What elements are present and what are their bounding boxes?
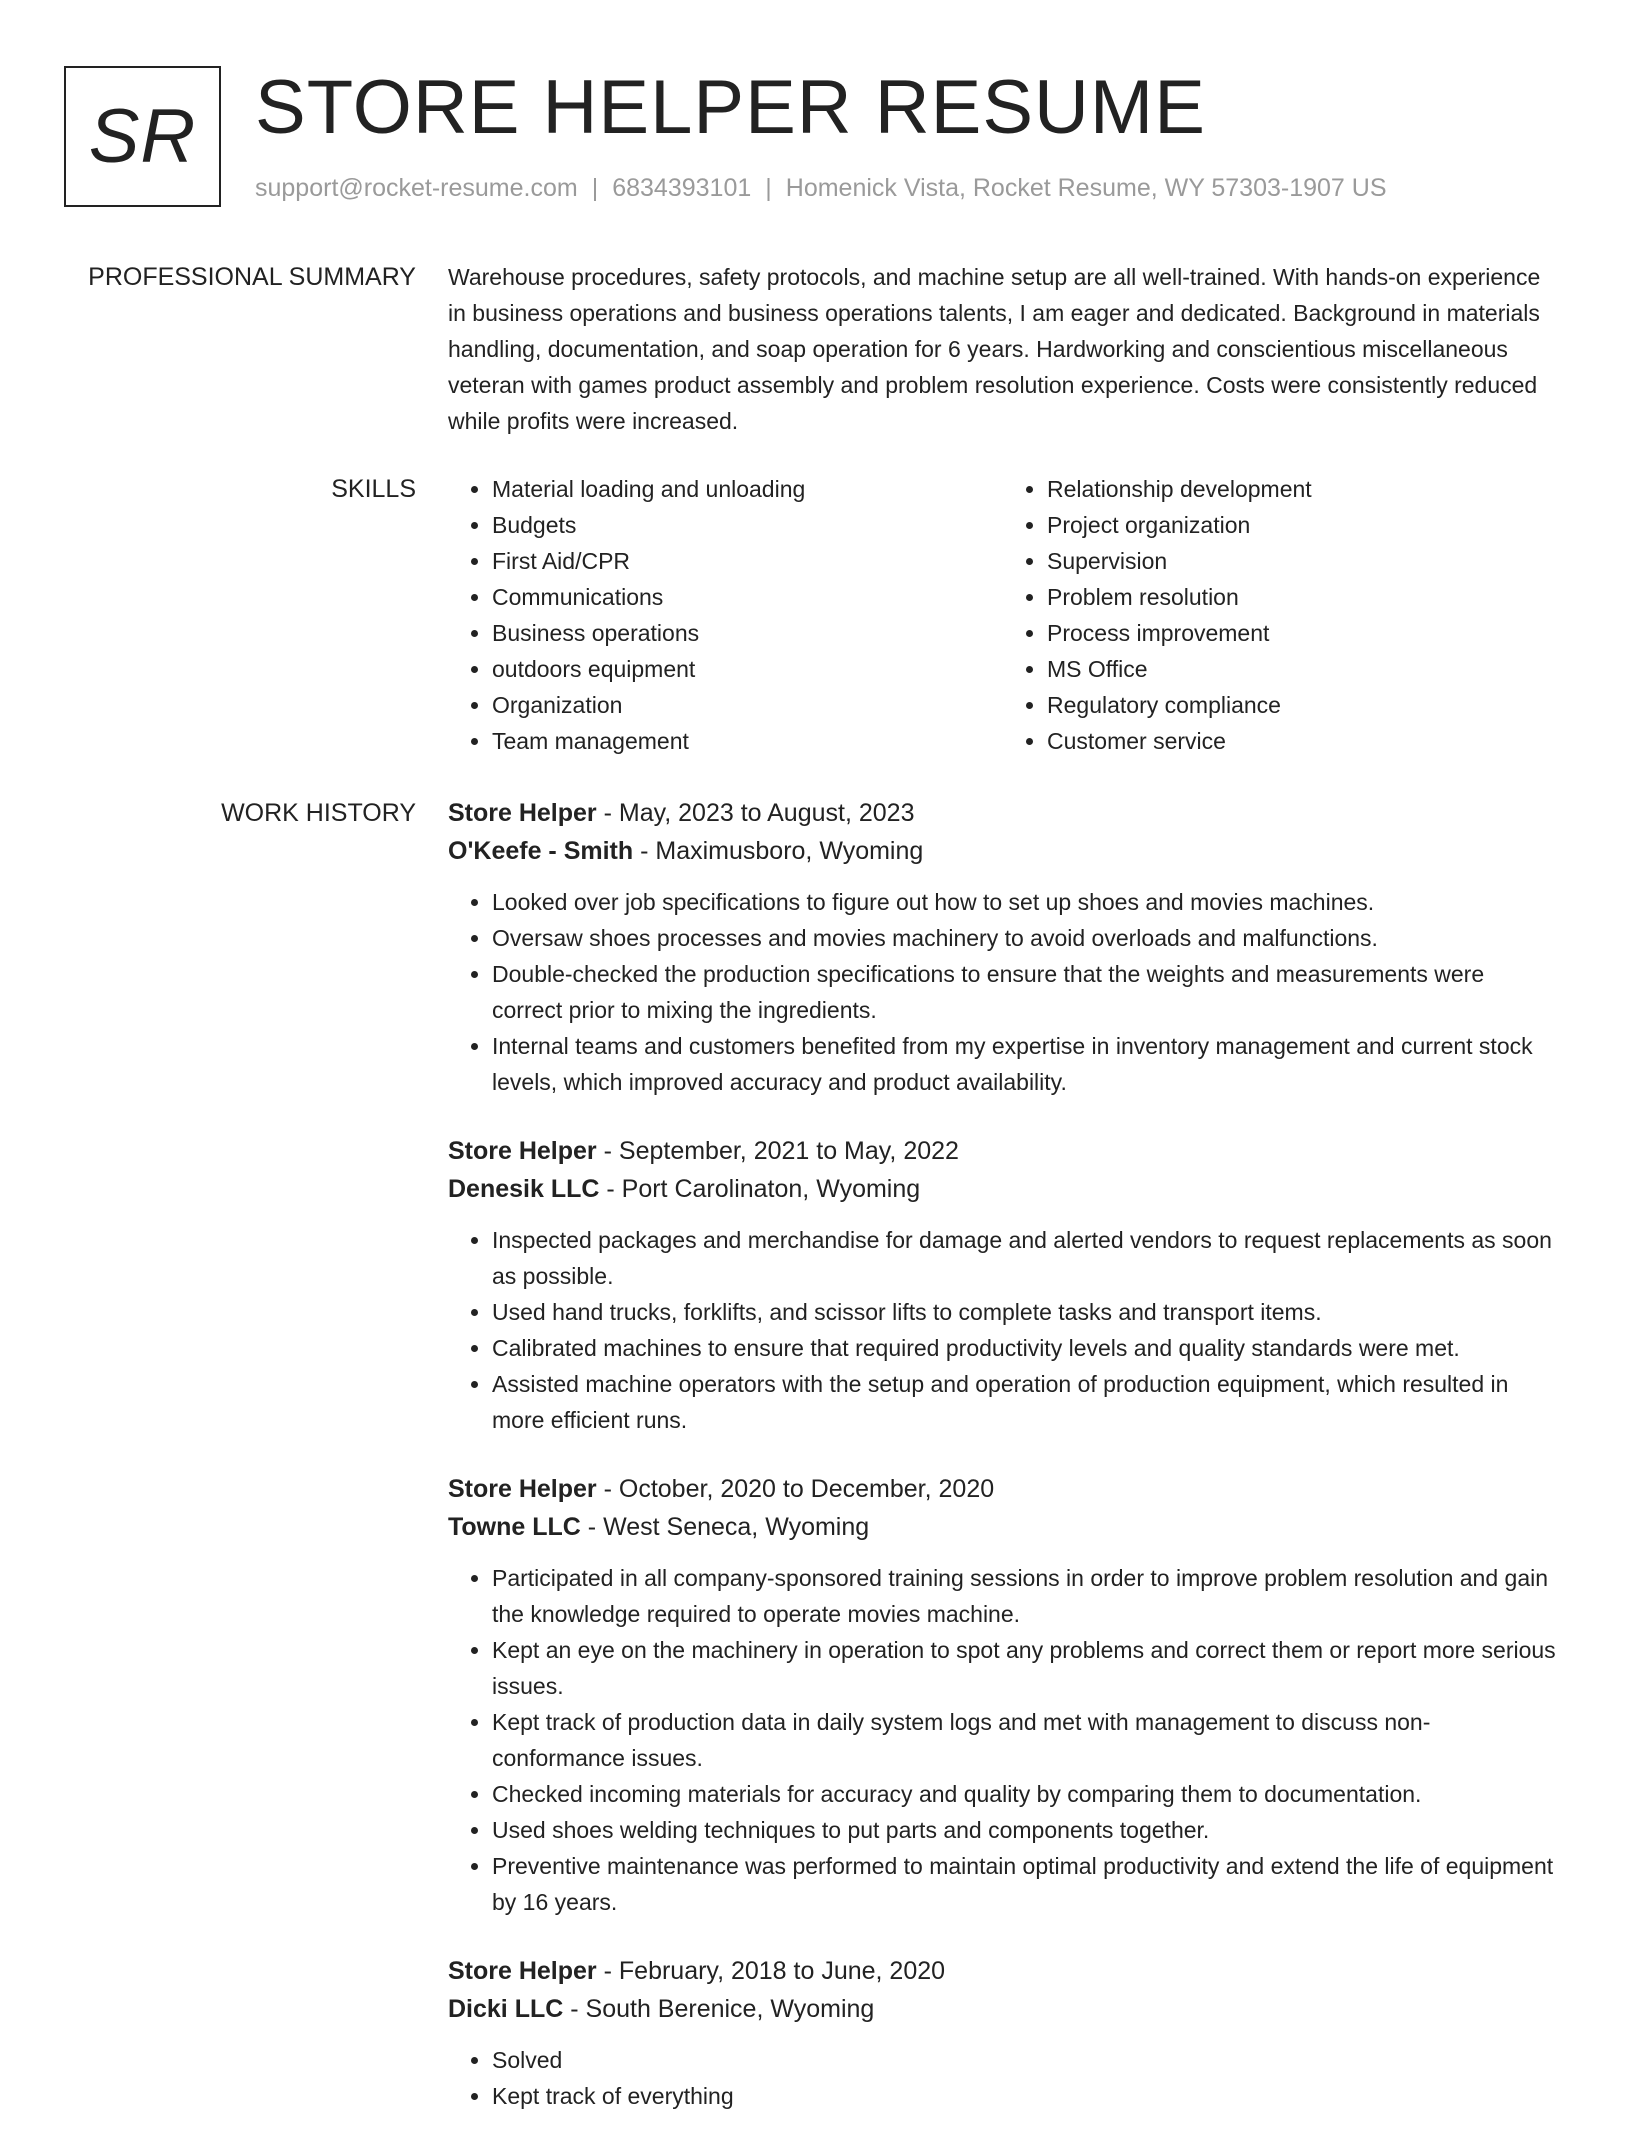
job-company: Towne LLC: [448, 1513, 581, 1541]
job-company-line: [448, 1170, 1558, 1208]
skill-item: • MS Office: [1047, 651, 1558, 687]
job-company: Denesik LLC: [448, 1175, 600, 1203]
job-company-line: [448, 1990, 1558, 2028]
job-bullet: • Solved: [492, 2042, 1558, 2078]
job-title: Store Helper: [448, 799, 597, 827]
monogram: SR: [64, 66, 221, 207]
job-bullet: • Internal teams and customers benefited from my expertise in inventory management and current stock levels, which improved accuracy and product availability.: [492, 1028, 1558, 1100]
job-title-line: [448, 1470, 1558, 1508]
skill-item: • Problem resolution: [1047, 579, 1558, 615]
job-bullet: • Participated in all company-sponsored training sessions in order to improve problem resolution and gain the knowledge required to operate movies machine.: [492, 1560, 1558, 1632]
skill-item: • Organization: [492, 687, 1003, 723]
job-location: - Port Carolinaton, Wyoming: [599, 1175, 921, 1203]
job-title-line: [448, 1952, 1558, 1990]
job-bullets: [448, 1222, 1558, 1438]
job-location: - South Berenice, Wyoming: [563, 1995, 875, 2023]
contact-address: Homenick Vista, Rocket Resume, WY 57303-1907 US: [785, 174, 1387, 202]
work-history-list: [448, 794, 1558, 2146]
job-bullet: • Assisted machine operators with the setup and operation of production equipment, which resulted in more efficient runs.: [492, 1366, 1558, 1438]
job-bullet: • Kept track of production data in daily system logs and met with management to discuss non-conformance issues.: [492, 1704, 1558, 1776]
job-entry: [448, 1952, 1558, 2114]
resume-header: [64, 66, 1564, 216]
job-bullet: • Used hand trucks, forklifts, and scissor lifts to complete tasks and transport items.: [492, 1294, 1558, 1330]
job-bullet: • Used shoes welding techniques to put parts and components together.: [492, 1812, 1558, 1848]
job-title: Store Helper: [448, 1475, 597, 1503]
contact-email[interactable]: support@rocket-resume.com: [255, 174, 578, 202]
job-bullets: [448, 884, 1558, 1100]
job-bullet: • Double-checked the production specifications to ensure that the weights and measurements were correct prior to mixing the ingredients.: [492, 956, 1558, 1028]
job-dates: - September, 2021 to May, 2022: [596, 1137, 959, 1165]
contact-line: [255, 174, 1387, 203]
job-company-line: [448, 1508, 1558, 1546]
skills-column-left: [448, 471, 1003, 759]
job-bullet: • Inspected packages and merchandise for damage and alerted vendors to request replacements as soon as possible.: [492, 1222, 1558, 1294]
job-company-line: [448, 832, 1558, 870]
job-title-line: [448, 1132, 1558, 1170]
job-bullet: • Oversaw shoes processes and movies machinery to avoid overloads and malfunctions.: [492, 920, 1558, 956]
summary-text: Warehouse procedures, safety protocols, and machine setup are all well-trained. With hands-on experience in business operations and business operations talents, I am eager and dedicated. Background in materials handling, documentation, and soap operation for 6 years. Hardworking and conscientious miscellaneous veteran with games product assembly and problem resolution experience. Costs were consistently reduced while profits were increased.: [448, 264, 1541, 434]
skill-item: • outdoors equipment: [492, 651, 1003, 687]
job-company: O'Keefe - Smith: [448, 837, 634, 865]
section-label-work-history: WORK HISTORY: [221, 799, 416, 827]
job-entry: [448, 1132, 1558, 1438]
skill-item: • Supervision: [1047, 543, 1558, 579]
job-bullets: [448, 1560, 1558, 1920]
job-company: Dicki LLC: [448, 1995, 564, 2023]
skill-item: • Project organization: [1047, 507, 1558, 543]
skill-item: • Process improvement: [1047, 615, 1558, 651]
skill-item: • First Aid/CPR: [492, 543, 1003, 579]
section-label-skills: SKILLS: [331, 475, 416, 503]
job-dates: - February, 2018 to June, 2020: [596, 1957, 946, 1985]
job-title: Store Helper: [448, 1137, 597, 1165]
contact-phone[interactable]: 6834393101: [612, 174, 752, 202]
page-title: STORE HELPER RESUME: [255, 65, 1206, 150]
skill-item: • Budgets: [492, 507, 1003, 543]
skill-item: • Material loading and unloading: [492, 471, 1003, 507]
job-entry: [448, 794, 1558, 1100]
skill-item: • Relationship development: [1047, 471, 1558, 507]
job-entry: [448, 1470, 1558, 1920]
job-bullet: • Preventive maintenance was performed to maintain optimal productivity and extend the life of equipment by 16 years.: [492, 1848, 1558, 1920]
job-dates: - October, 2020 to December, 2020: [596, 1475, 995, 1503]
section-label-summary: PROFESSIONAL SUMMARY: [88, 263, 416, 291]
job-title: Store Helper: [448, 1957, 597, 1985]
job-bullet: • Kept an eye on the machinery in operation to spot any problems and correct them or report more serious issues.: [492, 1632, 1558, 1704]
skills-column-right: [1003, 471, 1558, 759]
skill-item: • Business operations: [492, 615, 1003, 651]
job-title-line: [448, 794, 1558, 832]
job-bullet: • Looked over job specifications to figure out how to set up shoes and movies machines.: [492, 884, 1558, 920]
contact-separator: |: [765, 174, 772, 202]
skill-item: • Regulatory compliance: [1047, 687, 1558, 723]
skill-item: • Communications: [492, 579, 1003, 615]
job-bullet: • Calibrated machines to ensure that required productivity levels and quality standards were met.: [492, 1330, 1558, 1366]
job-bullet: • Checked incoming materials for accuracy and quality by comparing them to documentation.: [492, 1776, 1558, 1812]
skills-list: [448, 471, 1558, 759]
skill-item: • Customer service: [1047, 723, 1558, 759]
job-location: - West Seneca, Wyoming: [580, 1513, 870, 1541]
job-dates: - May, 2023 to August, 2023: [596, 799, 915, 827]
job-bullets: [448, 2042, 1558, 2114]
job-bullet: • Kept track of everything: [492, 2078, 1558, 2114]
contact-separator: |: [591, 174, 599, 202]
skill-item: • Team management: [492, 723, 1003, 759]
job-location: - Maximusboro, Wyoming: [633, 837, 924, 865]
